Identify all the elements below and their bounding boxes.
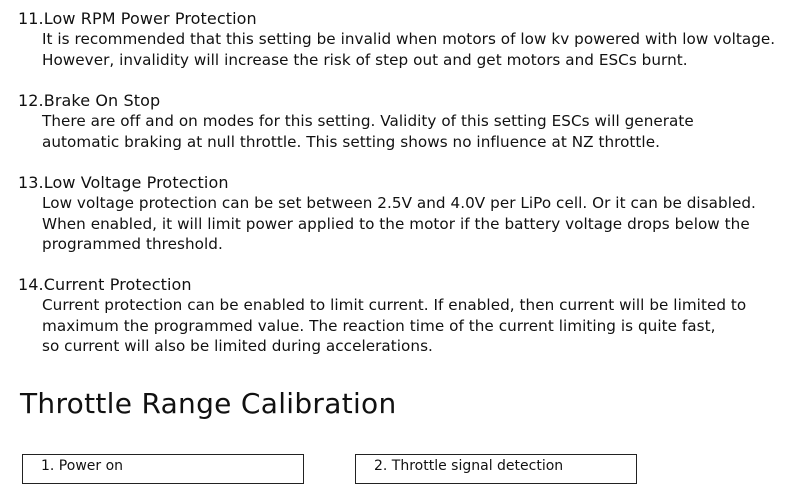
body-line: programmed threshold. (42, 235, 223, 253)
section-title: 12.Brake On Stop (18, 91, 161, 110)
section-title: 13.Low Voltage Protection (18, 173, 229, 192)
section-body (42, 111, 788, 152)
body-line: automatic braking at null throttle. This setting shows no influence at NZ throttle. (42, 132, 660, 151)
section-low-voltage-protection (18, 173, 788, 255)
section-body (42, 29, 788, 70)
calibration-heading: Throttle Range Calibration (20, 387, 397, 420)
body-line: When enabled, it will limit power applied to the motor if the battery voltage drops below the (42, 214, 750, 233)
body-line: Current protection can be enabled to limit current. If enabled, then current will be limited to (42, 296, 747, 314)
step-box-power-on (22, 454, 304, 484)
body-line: It is recommended that this setting be invalid when motors of low kv powered with low voltage. (42, 30, 776, 48)
step-label: 2. Throttle signal detection (374, 458, 564, 474)
section-brake-on-stop (18, 91, 788, 152)
section-low-rpm-power-protection (18, 9, 788, 70)
section-title: 11.Low RPM Power Protection (18, 9, 257, 28)
section-title: 14.Current Protection (18, 275, 192, 294)
body-line: However, invalidity will increase the risk of step out and get motors and ESCs burnt. (42, 50, 688, 69)
step-box-throttle-signal-detection (355, 454, 637, 484)
body-line: There are off and on modes for this setting. Validity of this setting ESCs will generate (42, 112, 694, 130)
section-body (42, 193, 788, 255)
body-line: maximum the programmed value. The reaction time of the current limiting is quite fast, (42, 316, 716, 335)
body-line: so current will also be limited during accelerations. (42, 337, 433, 355)
body-line: Low voltage protection can be set between 2.5V and 4.0V per LiPo cell. Or it can be disabled. (42, 194, 756, 212)
step-label: 1. Power on (41, 458, 124, 474)
section-current-protection (18, 275, 788, 357)
section-body (42, 295, 788, 357)
